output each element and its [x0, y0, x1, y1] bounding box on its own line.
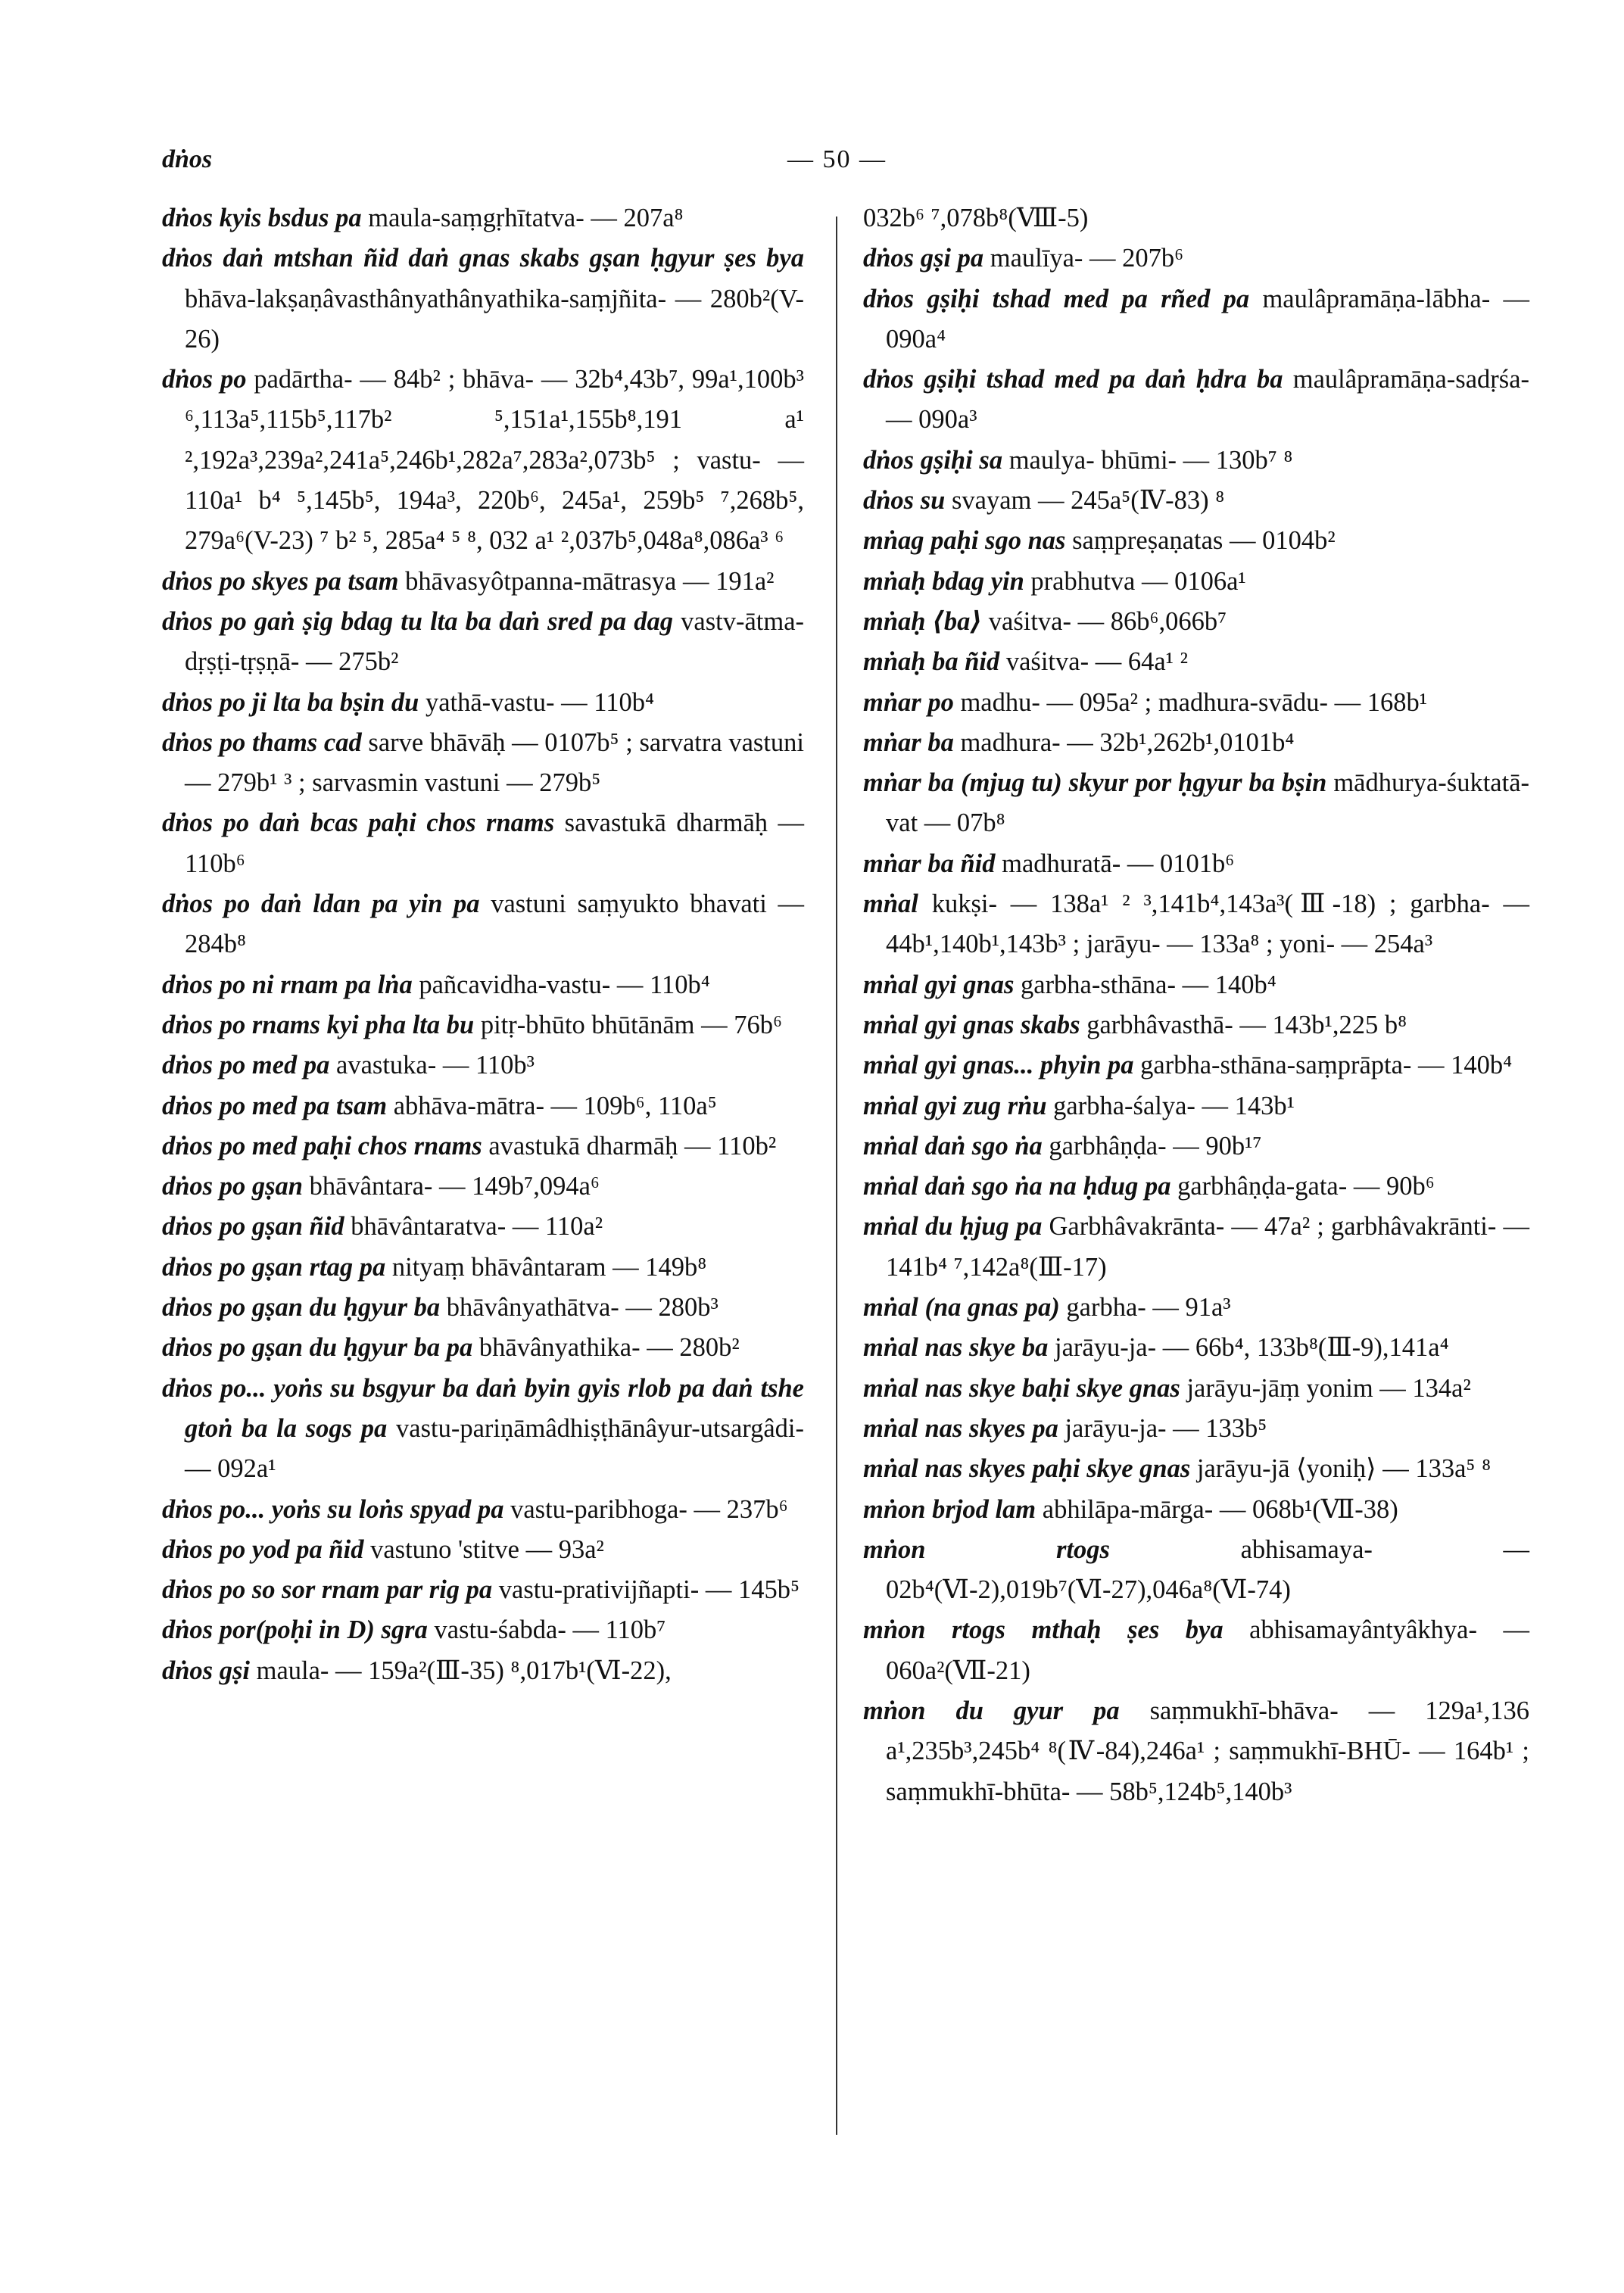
dictionary-entry: [863, 1691, 1529, 1812]
entry-headword: dṅos po daṅ ldan pa yin pa: [162, 889, 480, 919]
entry-equivalents: jarāyu-jā ⟨yoniḥ⟩ — 133a⁵ ⁸: [1196, 1454, 1492, 1484]
entry-equivalents: garbhâṇḍa- — 90b¹⁷: [1049, 1131, 1262, 1161]
dictionary-entry: [863, 763, 1529, 844]
entry-equivalents: bhāvânyathika- — 280b²: [478, 1333, 740, 1363]
dictionary-entry: [162, 1167, 804, 1207]
entry-headword: dṅos kyis bsdus pa: [162, 204, 362, 232]
entry-headword: mṅal nas skye baḥi skye gnas: [863, 1373, 1180, 1403]
dictionary-entry: [863, 441, 1529, 481]
dictionary-entry: [162, 1045, 804, 1086]
dictionary-entry: [863, 1045, 1529, 1086]
entry-equivalents: vastu-prativijñapti- — 145b⁵: [498, 1575, 800, 1605]
dictionary-entry: [162, 884, 804, 965]
entry-equivalents: maulīya- — 207b⁶: [990, 244, 1184, 273]
entry-equivalents: bhāvasyôtpanna-mātrasya — 191a²: [405, 566, 775, 596]
entry-headword: dṅos gṣi: [162, 1656, 250, 1685]
dictionary-entry: [863, 1610, 1529, 1691]
dictionary-entry: [863, 1126, 1529, 1167]
entry-equivalents: maulâpramāṇa-lābha- — 090a⁴: [886, 284, 1530, 354]
entry-headword: mṅal nas skyes paḥi skye gnas: [863, 1454, 1191, 1484]
entry-equivalents: prabhutva — 0106a¹: [1030, 566, 1246, 596]
dictionary-entry: [162, 1570, 804, 1610]
dictionary-entry: [863, 965, 1529, 1005]
dictionary-entry: [863, 1369, 1529, 1409]
entry-equivalents: vastu-śabda- — 110b⁷: [434, 1615, 666, 1645]
running-head: dṅos: [162, 145, 213, 173]
entry-headword: dṅos gṣi pa: [863, 244, 984, 273]
entry-equivalents: vastv-ātma-dṛṣṭi-tṛṣṇā- — 275b²: [185, 606, 805, 677]
entry-headword: mṅal gyi gnas... phyin pa: [863, 1051, 1134, 1080]
entry-headword: mṅar ba (mjug tu) skyur por ḥgyur ba bṣin: [863, 768, 1327, 798]
entry-equivalents: bhāva-lakṣaṇâvasthânyathânyathika-saṃjñita- — 280b²(V-26): [185, 284, 804, 354]
dictionary-entry: [863, 844, 1529, 884]
dictionary-entry: [863, 723, 1529, 763]
dictionary-entry: [863, 198, 1529, 238]
entry-headword: dṅos su: [863, 486, 946, 516]
entry-equivalents: kukṣi- — 138a¹ ² ³,141b⁴,143a³(Ⅲ-18) ; garbha- — 44b¹,140b¹,143b³ ; jarāyu- — 133a⁸ ; yoni- — 254a³: [886, 889, 1530, 959]
dictionary-entry: [162, 1207, 804, 1247]
dictionary-entry: [162, 1328, 804, 1368]
dictionary-entry: [863, 1167, 1529, 1207]
entry-headword: mṅon du gyur pa: [863, 1696, 1120, 1725]
entry-equivalents: garbha-sthāna- — 140b⁴: [1021, 970, 1276, 999]
entry-headword: dṅos po... yoṅs su loṅs spyad pa: [162, 1494, 504, 1524]
entry-equivalents: nityaṃ bhāvântaram — 149b⁸: [391, 1252, 707, 1282]
entry-equivalents: saṃmukhī-bhāva- — 129a¹,136 a¹,235b³,245b⁴ ⁸(Ⅳ-84),246a¹ ; saṃmukhī-BHŪ- — 164b¹ ; saṃmukhī-bhūta- — 58b⁵,124b⁵,140b³: [886, 1696, 1529, 1806]
entry-headword: dṅos gṣiḥi tshad med pa daṅ ḥdra ba: [863, 365, 1283, 394]
entry-headword: mṅon brjod lam: [863, 1494, 1036, 1524]
entry-headword: mṅal gyi gnas: [863, 970, 1015, 999]
entry-headword: dṅos po med pa: [162, 1051, 330, 1080]
dictionary-entry: [162, 683, 804, 723]
entry-equivalents: yathā-vastu- — 110b⁴: [425, 687, 654, 717]
entry-equivalents: pitṛ-bhūto bhūtānām — 76b⁶: [480, 1010, 782, 1039]
entry-headword: mṅar po: [863, 687, 954, 717]
entry-equivalents: garbhâṇḍa-gata- — 90b⁶: [1177, 1172, 1435, 1201]
entry-headword: dṅos po gṣan: [162, 1172, 303, 1201]
entry-equivalents: jarāyu-jāṃ yonim — 134a²: [1186, 1373, 1471, 1403]
entry-headword: dṅos po thams cad: [162, 727, 362, 757]
entry-headword: mṅal du ḥjug pa: [863, 1212, 1043, 1242]
entry-equivalents: garbhâvasthā- — 143b¹,225 b⁸: [1086, 1010, 1407, 1039]
dictionary-entry: [162, 360, 804, 561]
dictionary-entry: [162, 1005, 804, 1045]
entry-headword: mṅaḥ bdag yin: [863, 566, 1024, 596]
dictionary-entry: [863, 562, 1529, 602]
dictionary-entry: [863, 1490, 1529, 1530]
entry-headword: dṅos po ji lta ba bṣin du: [162, 687, 419, 717]
entry-equivalents: saṃpreṣaṇatas — 0104b²: [1072, 526, 1336, 556]
entry-equivalents: vaśitva- — 86b⁶,066b⁷: [988, 606, 1227, 636]
entry-headword: dṅos po: [162, 365, 247, 394]
entry-equivalents: avastukā dharmāḥ — 110b²: [488, 1131, 777, 1161]
entry-equivalents: vaśitva- — 64a¹ ²: [1005, 647, 1188, 677]
entry-equivalents: 032b⁶ ⁷,078b⁸(Ⅷ-5): [863, 204, 1089, 232]
dictionary-entry: [162, 1610, 804, 1650]
dictionary-entry: [863, 360, 1529, 441]
entry-headword: dṅos po med pa tsam: [162, 1091, 388, 1120]
entry-equivalents: garbha- — 91a³: [1066, 1293, 1231, 1323]
entry-equivalents: svayam — 245a⁵(Ⅳ-83) ⁸: [951, 486, 1225, 516]
right-column: [863, 198, 1529, 1812]
entry-headword: mṅon rtogs: [863, 1534, 1110, 1564]
dictionary-entry: [162, 1126, 804, 1167]
entry-headword: mṅon rtogs mthaḥ ṣes bya: [863, 1615, 1223, 1645]
dictionary-entry: [162, 1086, 804, 1126]
entry-headword: dṅos po yod pa ñid: [162, 1534, 364, 1564]
dictionary-entry: [863, 642, 1529, 682]
entry-equivalents: madhuratā- — 0101b⁶: [1002, 849, 1235, 878]
entry-equivalents: abhilāpa-mārga- — 068b¹(Ⅶ-38): [1042, 1494, 1398, 1524]
entry-headword: mṅag paḥi sgo nas: [863, 526, 1066, 556]
entry-equivalents: vastuno 'stitve — 93a²: [370, 1534, 604, 1564]
dictionary-entry: [162, 1369, 804, 1490]
dictionary-entry: [162, 602, 804, 683]
dictionary-entry: [863, 1409, 1529, 1449]
entry-equivalents: avastuka- — 110b³: [336, 1051, 535, 1080]
entry-headword: dṅos po so sor rnam par rig pa: [162, 1575, 493, 1605]
dictionary-entry: [863, 1530, 1529, 1611]
entry-headword: dṅos po ni rnam pa lṅa: [162, 970, 413, 999]
entry-equivalents: garbha-śalya- — 143b¹: [1053, 1091, 1295, 1120]
entry-equivalents: jarāyu-ja- — 133b⁵: [1064, 1413, 1267, 1443]
entry-equivalents: maula-saṃgṛhītatva- — 207a⁸: [368, 204, 684, 232]
entry-equivalents: jarāyu-ja- — 66b⁴, 133b⁸(Ⅲ-9),141a⁴: [1055, 1333, 1449, 1363]
entry-headword: mṅal: [863, 889, 918, 919]
dictionary-entry: [162, 965, 804, 1005]
dictionary-entry: [162, 723, 804, 804]
entry-equivalents: abhisamayântyâkhya- — 060a²(Ⅶ-21): [886, 1615, 1529, 1685]
entry-headword: mṅal gyi zug rṅu: [863, 1091, 1047, 1120]
entry-headword: dṅos po gṣan ñid: [162, 1212, 344, 1242]
entry-equivalents: Garbhâvakrānta- — 47a² ; garbhâvakrānti- — 141b⁴ ⁷,142a⁸(Ⅲ-17): [886, 1212, 1529, 1282]
page-number: — 50 —: [787, 145, 887, 173]
entry-headword: mṅal nas skye ba: [863, 1333, 1049, 1363]
entry-headword: mṅar ba: [863, 727, 954, 757]
entry-headword: dṅos gṣiḥi tshad med pa rñed pa: [863, 284, 1250, 313]
entry-headword: dṅos po daṅ bcas paḥi chos rnams: [162, 808, 555, 838]
entry-equivalents: maula- — 159a²(Ⅲ-35) ⁸,017b¹(Ⅵ-22),: [256, 1656, 672, 1685]
dictionary-entry: [863, 481, 1529, 521]
dictionary-entry: [863, 1288, 1529, 1328]
entry-headword: mṅal (na gnas pa): [863, 1293, 1060, 1323]
dictionary-entry: [162, 1288, 804, 1328]
dictionary-entry: [863, 1328, 1529, 1368]
dictionary-entry: [162, 1490, 804, 1530]
entry-equivalents: garbha-sthāna-saṃprāpta- — 140b⁴: [1140, 1051, 1513, 1080]
entry-equivalents: bhāvântaratva- — 110a²: [351, 1212, 603, 1242]
entry-headword: mṅal nas skyes pa: [863, 1413, 1058, 1443]
entry-headword: mṅal daṅ sgo ṅa na ḥdug pa: [863, 1172, 1171, 1201]
entry-equivalents: madhu- — 095a² ; madhura-svādu- — 168b¹: [960, 687, 1428, 717]
entry-equivalents: maulya- bhūmi- — 130b⁷ ⁸: [1008, 445, 1293, 475]
column-divider: [836, 217, 837, 2135]
entry-headword: dṅos po gṣan du ḥgyur ba: [162, 1293, 441, 1323]
entry-equivalents: savastukā dharmāḥ — 110b⁶: [185, 808, 805, 878]
entry-headword: dṅos po rnams kyi pha lta bu: [162, 1010, 475, 1039]
entry-headword: mṅar ba ñid: [863, 849, 996, 878]
entry-equivalents: bhāvânyathātva- — 280b³: [446, 1293, 718, 1323]
page-header: [0, 145, 1624, 183]
dictionary-entry: [863, 1005, 1529, 1045]
dictionary-entry: [863, 1207, 1529, 1288]
dictionary-entry: [863, 1086, 1529, 1126]
dictionary-entry: [162, 562, 804, 602]
entry-equivalents: vastu-pariṇāmâdhiṣṭhānâyur-utsargâdi- — 092a¹: [185, 1413, 805, 1484]
dictionary-entry: [162, 803, 804, 884]
entry-headword: dṅos po med paḥi chos rnams: [162, 1131, 482, 1161]
entry-equivalents: vastu-paribhoga- — 237b⁶: [510, 1494, 788, 1524]
left-column: [162, 198, 804, 1691]
entry-equivalents: mādhurya-śuktatā-vat — 07b⁸: [886, 768, 1529, 838]
dictionary-entry: [863, 683, 1529, 723]
dictionary-entry: [863, 1449, 1529, 1489]
entry-headword: mṅaḥ ba ñid: [863, 647, 1000, 677]
dictionary-entry: [863, 521, 1529, 561]
dictionary-entry: [162, 1530, 804, 1570]
entry-headword: dṅos por(poḥi in D) sgra: [162, 1615, 428, 1645]
dictionary-entry: [863, 238, 1529, 279]
dictionary-entry: [162, 1651, 804, 1691]
dictionary-entry: [863, 279, 1529, 360]
entry-equivalents: bhāvântara- — 149b⁷,094a⁶: [309, 1172, 600, 1201]
entry-headword: dṅos daṅ mtshan ñid daṅ gnas skabs gṣan ḥgyur ṣes bya: [162, 244, 804, 273]
dictionary-entry: [162, 1248, 804, 1288]
entry-headword: mṅal daṅ sgo ṅa: [863, 1131, 1043, 1161]
entry-equivalents: abhāva-mātra- — 109b⁶, 110a⁵: [393, 1091, 717, 1120]
entry-headword: dṅos po gṣan du ḥgyur ba pa: [162, 1333, 473, 1363]
dictionary-entry: [162, 198, 804, 238]
dictionary-entry: [863, 884, 1529, 965]
entry-equivalents: padārtha- — 84b² ; bhāva- — 32b⁴,43b⁷, 99a¹,100b³ ⁶,113a⁵,115b⁵,117b² ⁵,151a¹,155b⁸,191 a¹ ²,192a³,239a²,241a⁵,246b¹,282a⁷,283a²,073b⁵ ; vastu- — 110a¹ b⁴ ⁵,145b⁵, 194a³, 220b⁶, 245a¹, 259b⁵ ⁷,268b⁵, 279a⁶(V-23) ⁷ b² ⁵, 285a⁴ ⁵ ⁸, 032 a¹ ²,037b⁵,048a⁸,086a³ ⁶: [185, 365, 804, 556]
entry-headword: dṅos po skyes pa tsam: [162, 566, 399, 596]
entry-headword: dṅos po... yoṅs su bsgyur ba daṅ byin gyis rlob pa daṅ tshe gtoṅ ba la sogs pa: [162, 1373, 804, 1443]
entry-equivalents: vastuni saṃyukto bhavati — 284b⁸: [185, 889, 804, 959]
entry-headword: mṅaḥ ⟨ba⟩: [863, 606, 983, 636]
entry-equivalents: pañcavidha-vastu- — 110b⁴: [419, 970, 710, 999]
entry-equivalents: abhisamaya- — 02b⁴(Ⅵ-2),019b⁷(Ⅵ-27),046a⁸(Ⅵ-74): [886, 1534, 1529, 1605]
entry-headword: dṅos po gaṅ ṣig bdag tu lta ba daṅ sred pa dag: [162, 606, 674, 636]
entry-equivalents: sarve bhāvāḥ — 0107b⁵ ; sarvatra vastuni — 279b¹ ³ ; sarvasmin vastuni — 279b⁵: [185, 727, 804, 798]
entry-headword: dṅos po gṣan rtag pa: [162, 1252, 386, 1282]
dictionary-entry: [863, 602, 1529, 642]
entry-headword: mṅal gyi gnas skabs: [863, 1010, 1080, 1039]
dictionary-entry: [162, 238, 804, 360]
entry-equivalents: madhura- — 32b¹,262b¹,0101b⁴: [960, 727, 1295, 757]
entry-equivalents: maulâpramāṇa-sadṛśa- — 090a³: [886, 365, 1530, 435]
entry-headword: dṅos gṣiḥi sa: [863, 445, 1003, 475]
